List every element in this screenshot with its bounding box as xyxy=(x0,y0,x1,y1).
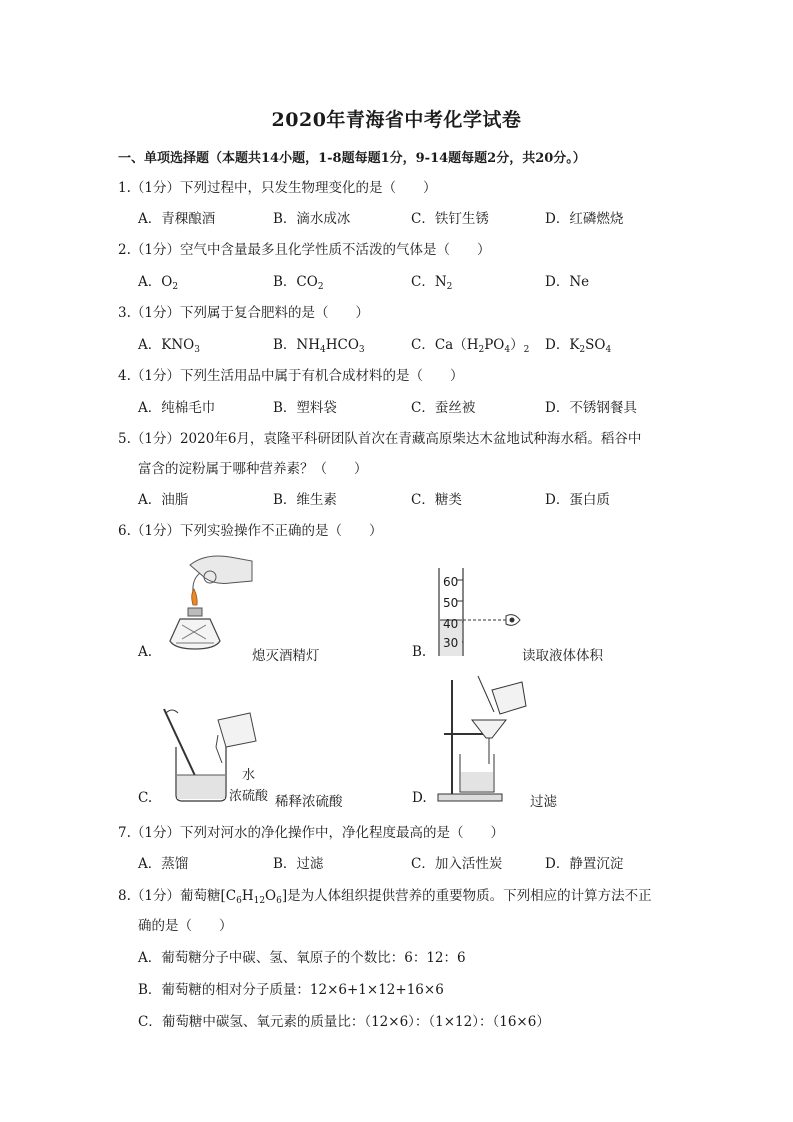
fig-c-caption: 稀释浓硫酸 xyxy=(275,794,343,810)
tick-30: 30 xyxy=(443,636,459,650)
subscript: 2 xyxy=(478,345,485,355)
option-c[interactable]: C．蚕丝被 xyxy=(411,400,476,416)
option-b[interactable] xyxy=(273,333,365,355)
subscript: 6 xyxy=(276,896,282,906)
subscript: 12 xyxy=(253,896,266,906)
fig-b-caption: 读取液体体积 xyxy=(522,648,603,664)
fig-b-letter: B. xyxy=(412,644,427,660)
option-b[interactable]: B．维生素 xyxy=(273,492,337,508)
fig-a-caption: 熄灭酒精灯 xyxy=(252,648,320,664)
question-5-stem-cont: 富含的淀粉属于哪种营养素？（ ） xyxy=(138,461,368,477)
option-b[interactable] xyxy=(273,270,324,292)
question-1-stem: 1.（1分）下列过程中，只发生物理变化的是（ ） xyxy=(118,180,437,196)
page-title: 2020年青海省中考化学试卷 xyxy=(271,109,522,131)
option-c[interactable]: C．铁钉生锈 xyxy=(411,211,489,227)
option-c[interactable] xyxy=(411,333,529,355)
option-a[interactable]: A．蒸馏 xyxy=(138,856,189,872)
formula-part: SO xyxy=(585,337,606,353)
acid-label: 浓硫酸 xyxy=(229,789,269,804)
subscript: 4 xyxy=(320,345,326,355)
option-b[interactable]: B．滴水成冰 xyxy=(273,211,351,227)
formula-part: O xyxy=(265,888,277,904)
subscript: 4 xyxy=(504,345,511,355)
option-a[interactable]: A．青稞酿酒 xyxy=(138,211,216,227)
option-c[interactable]: C．加入活性炭 xyxy=(411,856,503,872)
option-a[interactable] xyxy=(138,333,200,355)
question-3-stem: 3.（1分）下列属于复合肥料的是（ ） xyxy=(118,305,369,321)
question-8-stem-cont: 确的是（ ） xyxy=(138,918,233,934)
option-a[interactable] xyxy=(138,270,178,292)
alcohol-lamp-figure xyxy=(160,553,260,658)
option-b-text: B．NH xyxy=(273,337,321,353)
fig-d-letter: D. xyxy=(412,790,427,806)
option-d[interactable]: D．不锈钢餐具 xyxy=(545,400,637,416)
stem-text: 8.（1分）葡萄糖[C xyxy=(118,888,237,904)
fig-a-letter: A. xyxy=(138,644,153,660)
option-c[interactable]: C．糖类 xyxy=(411,492,462,508)
option-d-text: D．K xyxy=(545,337,580,353)
option-b[interactable]: B．塑料袋 xyxy=(273,400,337,416)
option-a-text: A．O xyxy=(138,274,173,290)
subscript: 2 xyxy=(317,282,324,292)
formula-part: HCO xyxy=(325,337,359,353)
question-8-option-a[interactable]: A．葡萄糖分子中碳、氢、氧原子的个数比：6：12：6 xyxy=(138,950,466,966)
subscript: 2 xyxy=(523,345,530,355)
option-c-text: C．N xyxy=(411,274,447,290)
option-c[interactable] xyxy=(411,270,452,292)
question-8-option-b[interactable]: B．葡萄糖的相对分子质量：12×6+1×12+16×6 xyxy=(138,982,444,998)
option-c-text: C．Ca（H xyxy=(411,337,479,353)
question-8-stem xyxy=(118,884,652,906)
water-label: 水 xyxy=(242,768,256,783)
fig-c-letter: C. xyxy=(138,790,153,806)
subscript: 2 xyxy=(579,345,586,355)
tick-60: 60 xyxy=(443,575,459,589)
subscript: 2 xyxy=(446,282,453,292)
tick-50: 50 xyxy=(443,596,459,610)
question-8-option-c[interactable]: C．葡萄糖中碳氢、氧元素的质量比：（12×6）：（1×12）：（16×6） xyxy=(138,1014,550,1030)
formula-part: H xyxy=(241,888,254,904)
option-b[interactable]: B．过滤 xyxy=(273,856,324,872)
question-4-stem: 4.（1分）下列生活用品中属于有机合成材料的是（ ） xyxy=(118,368,464,384)
option-d[interactable]: D．蛋白质 xyxy=(545,492,610,508)
tick-40: 40 xyxy=(443,617,459,631)
question-2-stem: 2.（1分）空气中含量最多且化学性质不活泼的气体是（ ） xyxy=(118,242,491,258)
subscript: 6 xyxy=(236,896,242,906)
option-d[interactable]: D．Ne xyxy=(545,274,590,290)
subscript: 2 xyxy=(172,282,179,292)
option-b-text: B．CO xyxy=(273,274,318,290)
section-heading: 一、单项选择题（本题共14小题，1-8题每题1分，9-14题每题2分，共20分。） xyxy=(118,151,586,166)
formula-part: ） xyxy=(510,337,524,353)
option-d[interactable]: D．静置沉淀 xyxy=(545,856,624,872)
fig-d-caption: 过滤 xyxy=(530,794,557,810)
stem-text: ]是为人体组织提供营养的重要物质。下列相应的计算方法不正 xyxy=(281,888,652,904)
option-d[interactable] xyxy=(545,333,611,355)
option-a[interactable]: A．油脂 xyxy=(138,492,189,508)
option-a[interactable]: A．纯棉毛巾 xyxy=(138,400,216,416)
subscript: 4 xyxy=(605,345,612,355)
option-a-text: A．KNO xyxy=(138,337,195,353)
question-6-stem: 6.（1分）下列实验操作不正确的是（ ） xyxy=(118,523,383,539)
subscript: 3 xyxy=(194,345,200,355)
question-7-stem: 7.（1分）下列对河水的净化操作中，净化程度最高的是（ ） xyxy=(118,825,504,841)
formula-part: PO xyxy=(484,337,505,353)
question-5-stem: 5.（1分）2020年6月，袁隆平科研团队首次在青藏高原柴达木盆地试种海水稻。稻谷中 xyxy=(118,431,642,447)
option-d[interactable]: D．红磷燃烧 xyxy=(545,211,624,227)
filtration-figure xyxy=(434,676,534,804)
subscript: 3 xyxy=(358,345,365,355)
